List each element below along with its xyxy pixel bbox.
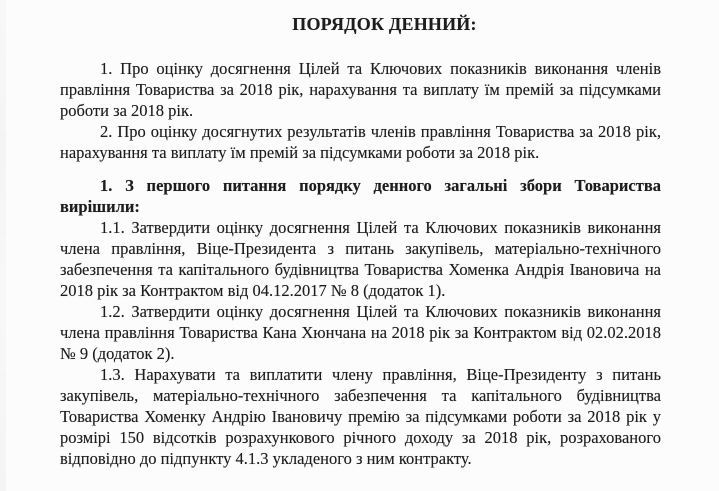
resolution-item-1-2: 1.2. Затвердити оцінку досягнення Цілей та Ключових показників виконання члена правління Товариства Кана Хюнчана на 2018 рік за Контрактом від 02.02.2018 № 9 (додаток 2). bbox=[60, 302, 661, 363]
document-title: ПОРЯДОК ДЕННИЙ: bbox=[292, 14, 477, 34]
resolution-item-1-1: 1.1. Затвердити оцінку досягнення Цілей та Ключових показників виконання члена правління, Віце-Президента з питань закупівель, матеріально-технічного забезпечення та капітального будівництва Товариства Хоменка Андрія Івановича на 2018 рік за Контрактом від 04.12.2017 № 8 (додаток 1). bbox=[60, 218, 661, 300]
agenda-item-1: 1. Про оцінку досягнення Цілей та Ключових показників виконання членів правління Товариства за 2018 рік, нарахування та виплату їм премій за підсумками роботи за 2018 рік. bbox=[60, 59, 661, 120]
scan-edge-artifact bbox=[0, 0, 6, 491]
agenda-item-2: 2. Про оцінку досягнутих результатів членів правління Товариства за 2018 рік, нарахування та виплату їм премій за підсумками роботи за 2018 рік. bbox=[60, 122, 661, 162]
section-heading-first-question: 1. З першого питання порядку денного загальні збори Товариства вирішили: bbox=[60, 176, 661, 216]
resolution-item-1-3: 1.3. Нарахувати та виплатити члену правління, Віце-Президенту з питань закупівель, матеріально-технічного забезпечення та капітального будівництва Товариства Хоменку Андрію Івановичу премію за підсумками роботи за 2018 рік у розмірі 150 відсотків розрахункового річного доходу за 2018 рік, розрахованого відповідно до підпункту 4.1.3 укладеного з ним контракту. bbox=[60, 365, 661, 468]
